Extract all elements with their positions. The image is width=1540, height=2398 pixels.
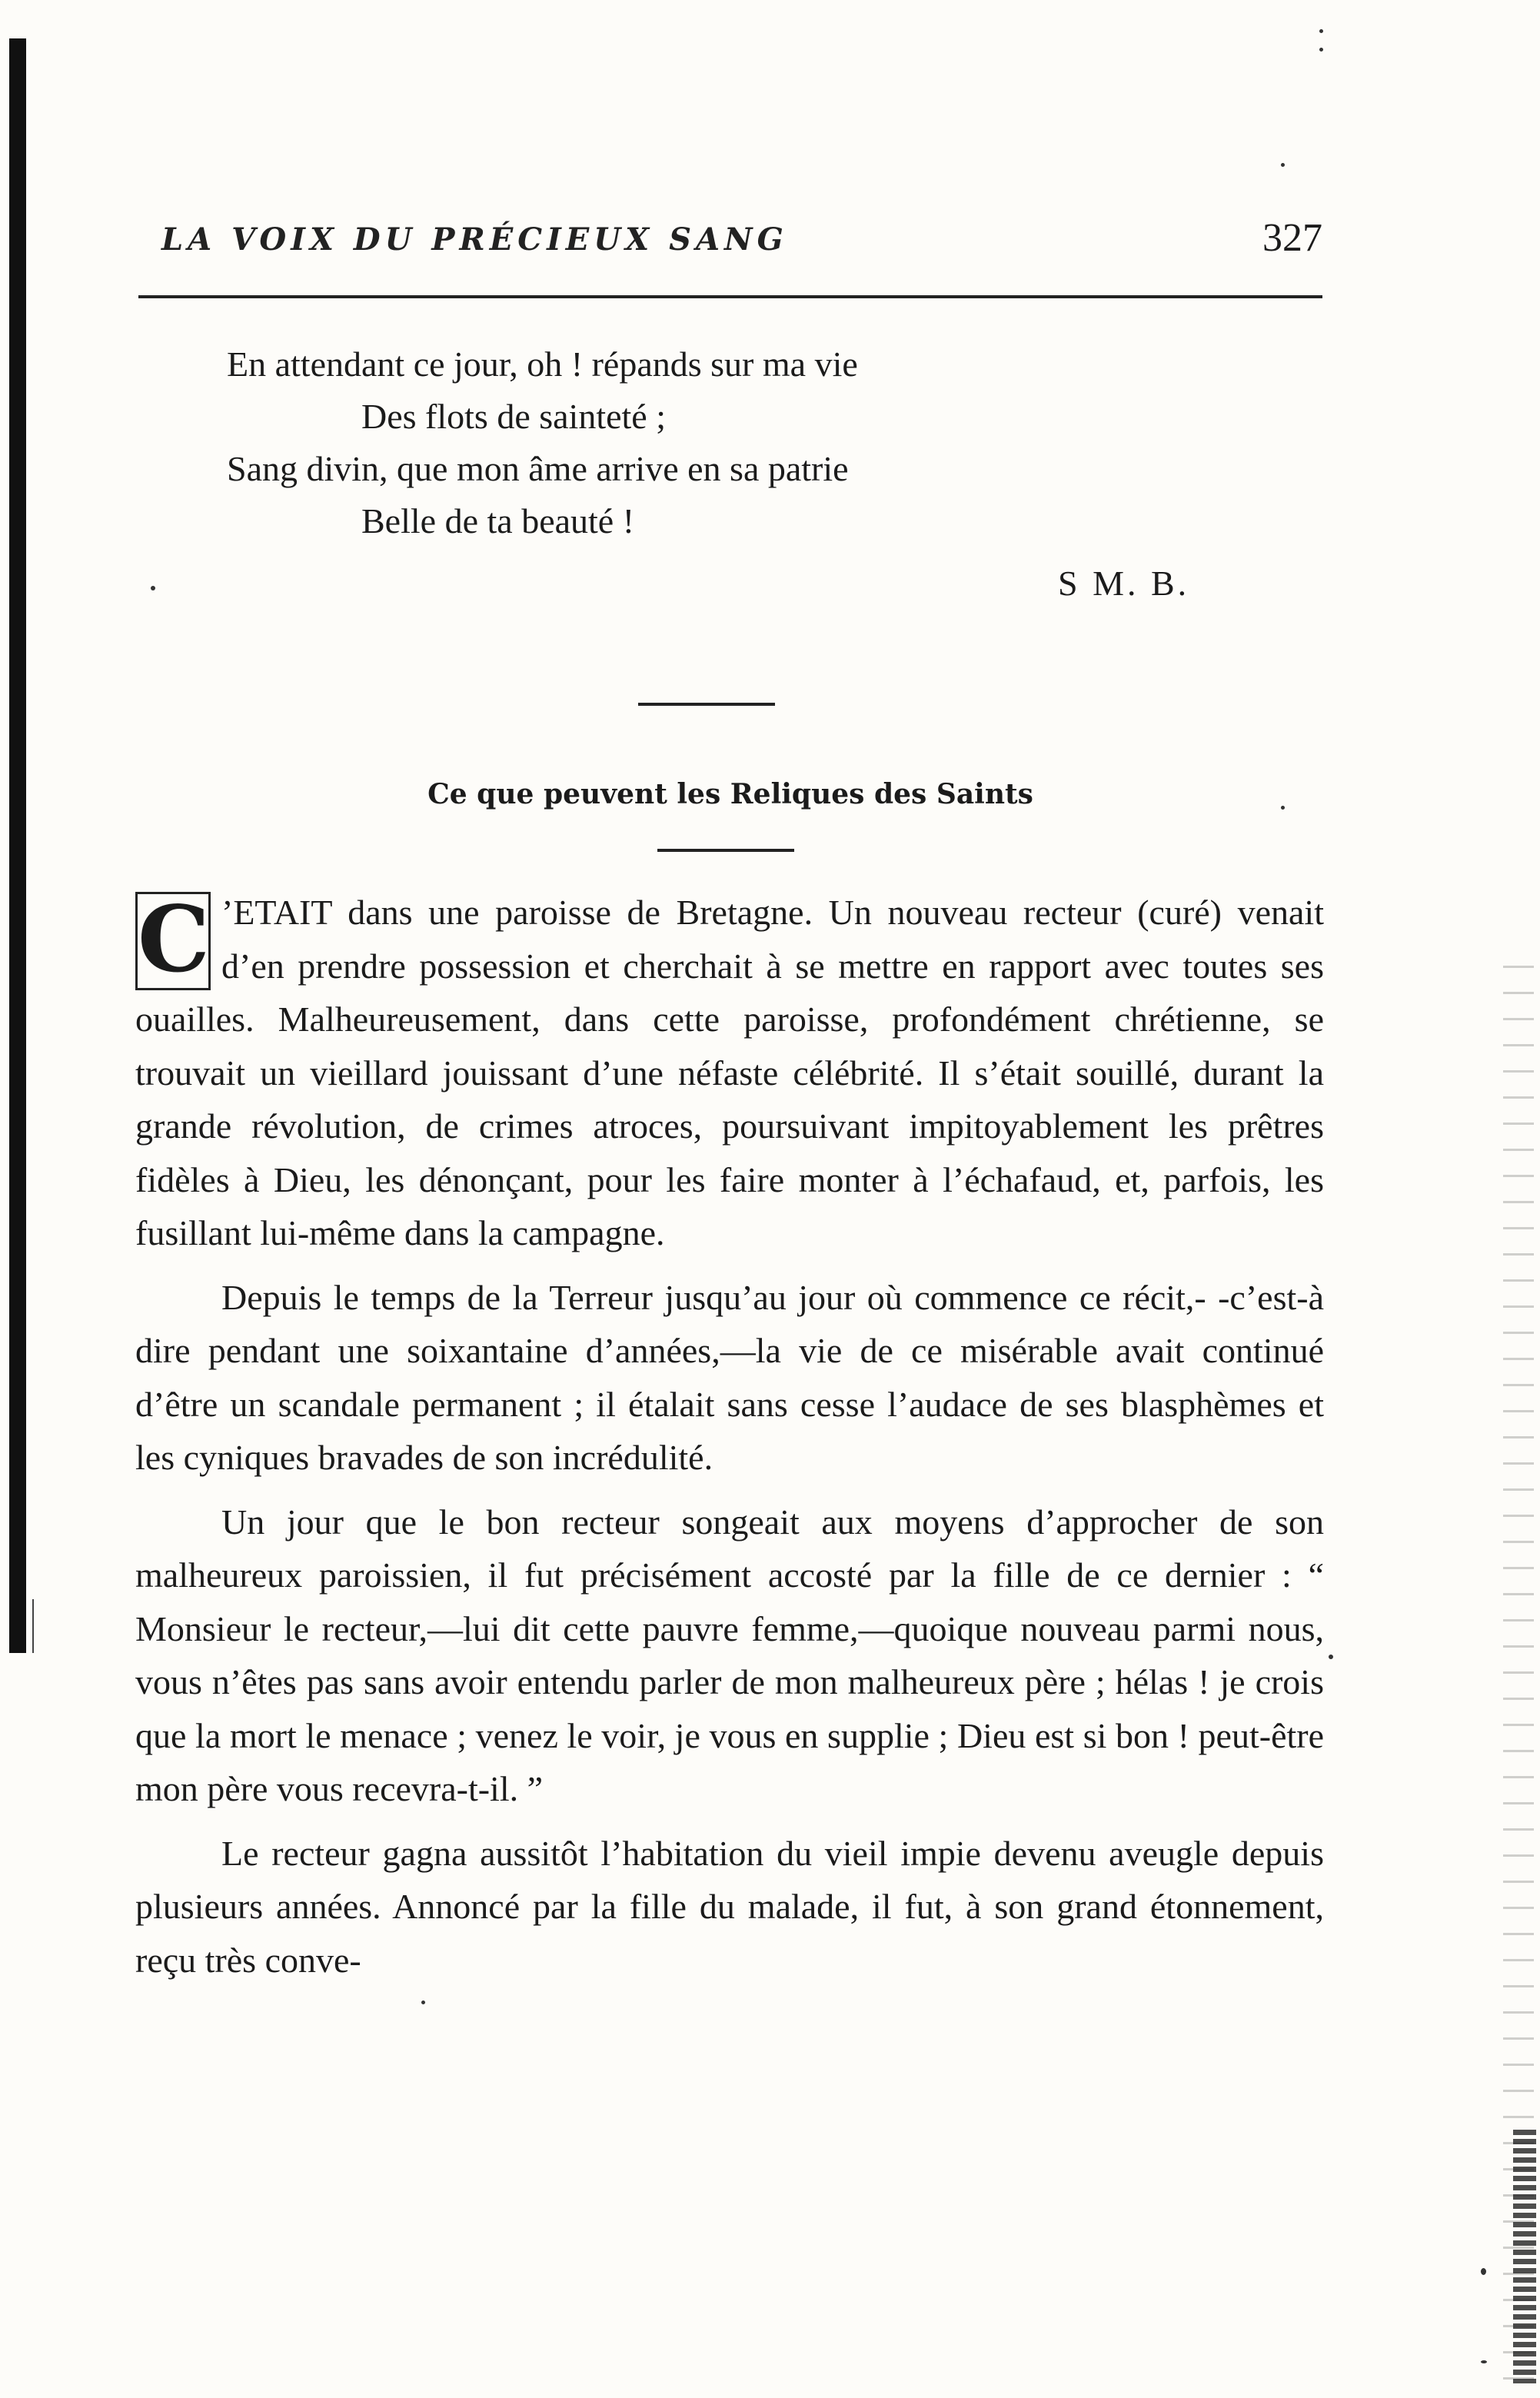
poem-line: En attendant ce jour, oh ! répands sur ma vie: [227, 344, 858, 384]
page-edge-mark: [32, 1599, 34, 1653]
poem-line: Des flots de sainteté ;: [361, 397, 667, 436]
scan-speck: [1319, 29, 1323, 33]
page-number: 327: [1262, 216, 1322, 260]
scan-speck: [151, 586, 155, 590]
poem-signature: S M. B.: [1058, 564, 1190, 603]
poem-line: Sang divin, que mon âme arrive en sa patrie: [227, 449, 849, 488]
section-separator: [638, 703, 775, 706]
title-rule: [657, 849, 794, 852]
paragraph: [135, 886, 1324, 1260]
scan-speck: [1281, 806, 1285, 810]
scan-speck: [1329, 1655, 1333, 1659]
scan-speck: [1319, 48, 1323, 52]
scan-speck: [1481, 2268, 1486, 2275]
poem-stanza: [227, 338, 1319, 547]
scan-speck: [421, 2001, 425, 2004]
header-rule: [138, 295, 1322, 298]
paragraph: Un jour que le bon recteur songeait aux moyens d’approcher de son malheureux paroissien, il fut précisément accosté par la fille de ce dernier : “ Monsieur le recteur,—lui dit cette pauvre femme,—quoique nouveau parmi nous, vous n’êtes pas sans avoir entendu parler de mon malheureux père ; hélas ! je crois que la mort le menace ; venez le voir, je vous en supplie ; Dieu est si bon ! peut-être mon père vous recevra-t-il. ”: [135, 1502, 1324, 1808]
page-header: [161, 215, 1322, 277]
page-binding-shadow: [9, 38, 26, 1653]
running-title: LA VOIX DU PRÉCIEUX SANG: [161, 221, 788, 258]
paragraph-text: ’ETAIT dans une paroisse de Bretagne. Un nouveau recteur (curé) venait d’en prendre possession et cherchait à se mettre en rapport avec toutes ses ouailles. Malheureusement, dans cette paroisse, profondément chrétienne, se trouvait un vieillard jouissant d’une néfaste célébrité. Il s’était souillé, durant la grande révolution, de crimes atroces, poursuivant impitoyablement les prêtres fidèles à Dieu, les dénonçant, pour les faire monter à l’échafaud, et, parfois, les fusillant lui-même dans la campagne.: [135, 893, 1324, 1252]
poem-line: Belle de ta beauté !: [361, 501, 635, 540]
scan-speck: [1281, 163, 1285, 167]
article-body: [135, 886, 1324, 1997]
scan-speck: [1481, 2360, 1487, 2363]
page-edge-texture: [1513, 2130, 1536, 2383]
article-title: Ce que peuvent les Reliques des Saints: [427, 778, 1033, 810]
drop-cap: C: [135, 892, 211, 990]
paragraph: Depuis le temps de la Terreur jusqu’au jour où commence ce récit,- -c’est-à dire pendant une soixantaine d’années,—la vie de ce misérable avait continué d’être un scandale permanent ; il étalait sans cesse l’audace de ses blasphèmes et les cyniques bravades de son incrédulité.: [135, 1277, 1324, 1477]
paragraph: Le recteur gagna aussitôt l’habitation du vieil impie devenu aveugle depuis plusieurs années. Annoncé par la fille du malade, il fut, à son grand étonnement, reçu très conve-: [135, 1833, 1324, 1980]
